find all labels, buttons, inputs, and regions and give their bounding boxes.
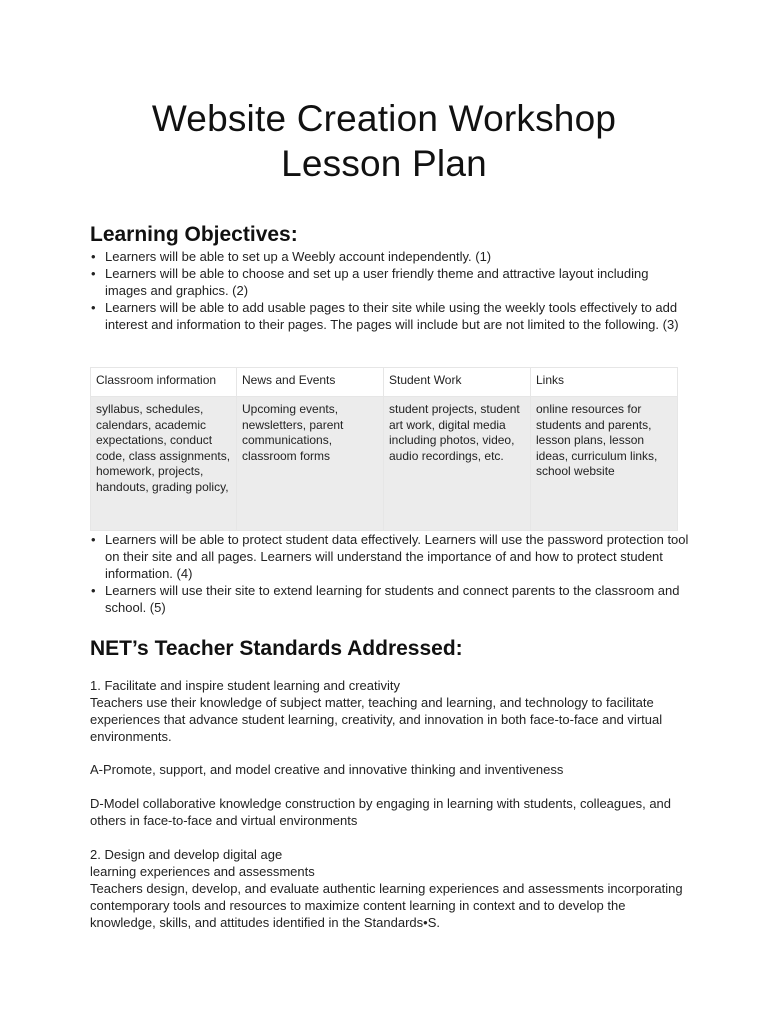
objective-item: • Learners will use their site to extend learning for students and connect parents to the classroom and school. (5) <box>90 583 690 617</box>
title-line-2: Lesson Plan <box>281 143 487 184</box>
standard-1-body: Teachers use their knowledge of subject matter, teaching and learning, and technology to facilitate experiences that advance student learning, creativity, and innovation in both face-to-face and virtual environments. <box>90 694 663 744</box>
standard-1-title: 1. Facilitate and inspire student learning and creativity <box>90 678 401 693</box>
document-title <box>0 96 768 186</box>
objective-item: • Learners will be able to set up a Weebly account independently. (1) <box>90 249 690 266</box>
standard-1d: D-Model collaborative knowledge construction by engaging in learning with students, colleagues, and others in face-to-face and virtual environments <box>90 796 672 828</box>
standard-1-block <box>90 678 690 746</box>
objective-item: • Learners will be able to protect student data effectively. Learners will use the password protection tool on their site and all pages. Learners will understand the importance of and how to protect student information. (4) <box>90 532 690 583</box>
standards-heading: NET’s Teacher Standards Addressed: <box>90 637 463 660</box>
objective-item: • Learners will be able to choose and set up a user friendly theme and attractive layout including images and graphics. (2) <box>90 266 690 300</box>
objectives-list-bottom <box>90 532 690 617</box>
standard-2-subtitle: learning experiences and assessments <box>90 863 315 879</box>
table-cell: student projects, student art work, digital media including photos, video, audio recordings, etc. <box>384 397 531 531</box>
table-header-cell: News and Events <box>237 368 384 397</box>
objectives-list-top <box>90 249 690 334</box>
standard-1a: A-Promote, support, and model creative and innovative thinking and inventiveness <box>90 762 564 777</box>
table-header-cell: Classroom information <box>91 368 237 397</box>
title-line-1: Website Creation Workshop <box>151 98 617 139</box>
objective-item: • Learners will be able to add usable pages to their site while using the weekly tools effectively to add interest and information to their pages. The pages will include but are not limited to the following. (3) <box>90 300 690 334</box>
table-header-cell: Student Work <box>384 368 531 397</box>
table-cell: syllabus, schedules, calendars, academic expectations, conduct code, class assignments, homework, projects, handouts, grading policy, <box>91 397 237 531</box>
table-row <box>91 397 678 531</box>
table-cell: online resources for students and parents, lesson plans, lesson ideas, curriculum links, school website <box>531 397 678 531</box>
learning-objectives-heading: Learning Objectives: <box>90 223 298 246</box>
table-cell: Upcoming events, newsletters, parent communications, classroom forms <box>237 397 384 531</box>
page-types-table <box>90 367 678 531</box>
standard-2-block <box>90 847 690 932</box>
standard-2-body: Teachers design, develop, and evaluate authentic learning experiences and assessments incorporating contemporary tools and resources to maximize content learning in context and to develop the knowledge, skills, and attitudes identified in the Standards•S. <box>90 880 683 930</box>
table-header-cell: Links <box>531 368 678 397</box>
standard-2-title: 2. Design and develop digital age <box>90 847 283 862</box>
table-header-row <box>91 368 678 397</box>
